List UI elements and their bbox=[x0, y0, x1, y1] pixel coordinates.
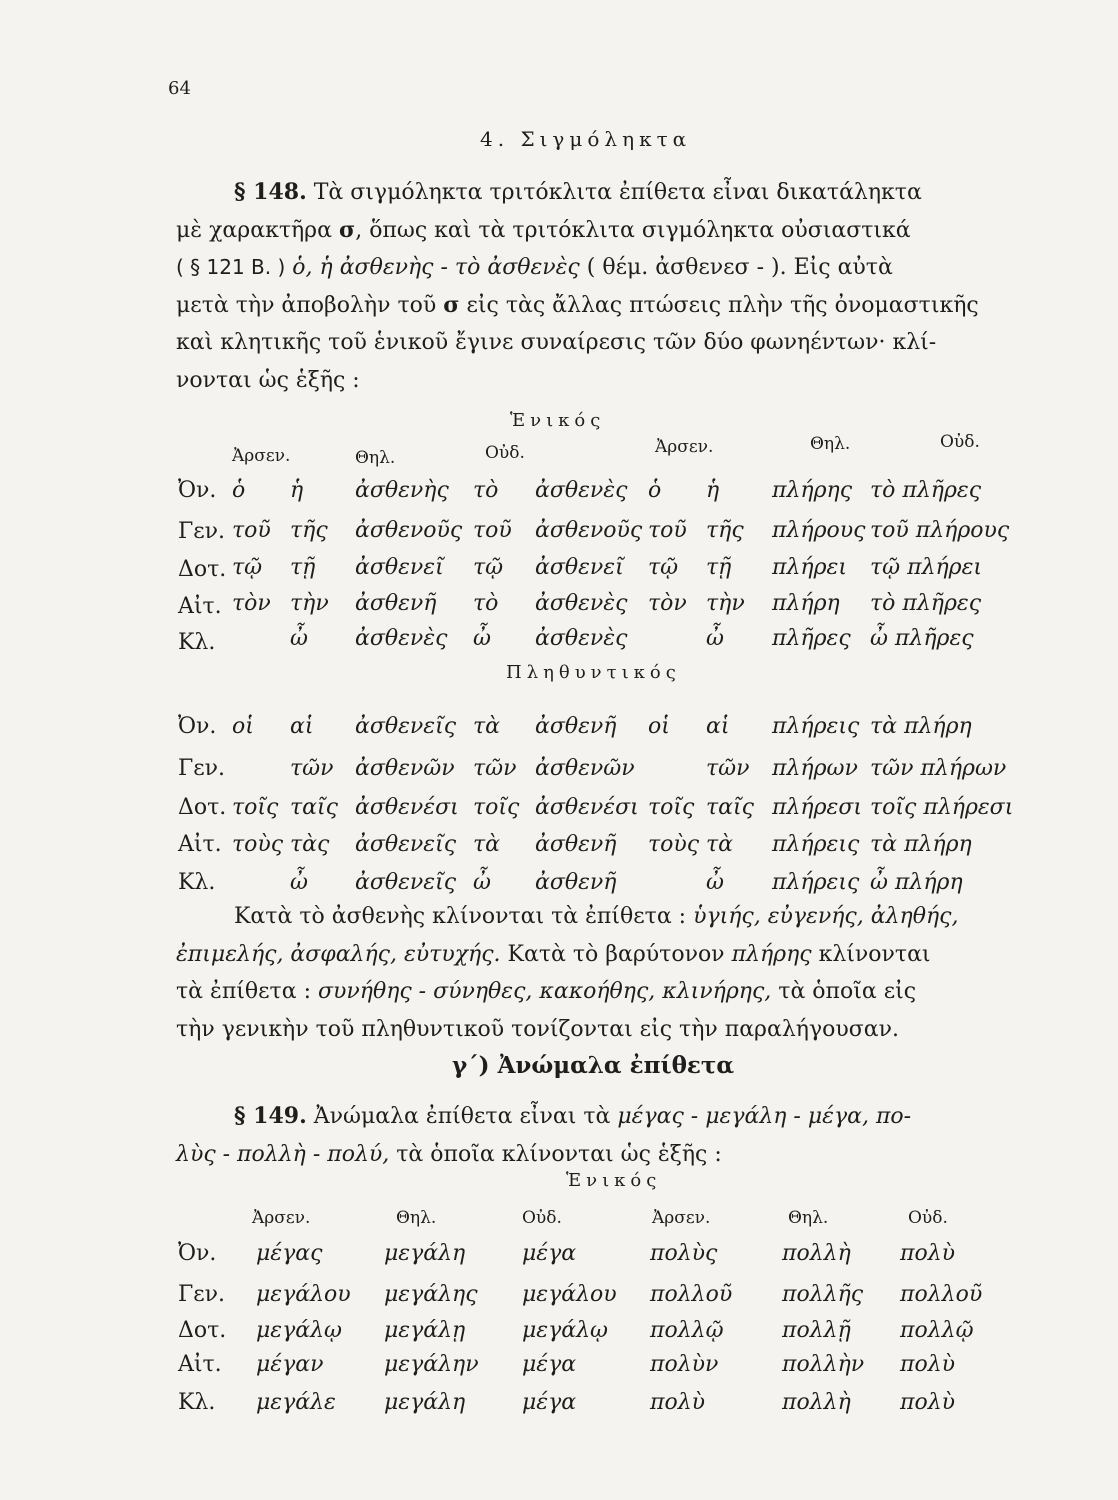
table-cell: ἀσθενοῦς bbox=[355, 518, 463, 543]
sigma-symbol: σ bbox=[443, 291, 460, 318]
table-cell: τὸ πλῆρες bbox=[870, 591, 982, 616]
gender-header: Ἀρσεν. bbox=[652, 1208, 711, 1228]
table-cell: πλήρει bbox=[772, 555, 847, 580]
table-cell: πολὺς bbox=[650, 1241, 718, 1266]
text-run: Τὰ σιγμόληκτα τριτόκλιτα ἐπίθετα εἶναι δικατάληκτα bbox=[313, 180, 922, 205]
paragraph-line bbox=[176, 973, 1032, 1011]
case-label: Ὀν. bbox=[178, 478, 217, 503]
table-cell: τὴν bbox=[706, 591, 745, 616]
table-cell: τῶν bbox=[706, 756, 750, 781]
paragraph-line bbox=[176, 1098, 1032, 1136]
table-cell: τῇ bbox=[290, 555, 316, 580]
case-label: Κλ. bbox=[178, 870, 216, 895]
gender-header: Θηλ. bbox=[788, 1208, 829, 1228]
table-cell: πολὺν bbox=[650, 1352, 719, 1377]
case-label: Κλ. bbox=[178, 1390, 216, 1415]
paragraph-149 bbox=[176, 1098, 1032, 1173]
table-cell: πολλῇ bbox=[782, 1318, 851, 1343]
gender-header: Ἀρσεν. bbox=[232, 446, 291, 466]
text-run: Κατὰ τὸ βαρύτονον bbox=[507, 941, 725, 967]
paragraph-asthenes-note bbox=[176, 898, 1032, 1048]
table-cell: ἀσθενὲς bbox=[535, 626, 628, 651]
table-cell: ὦ bbox=[706, 870, 724, 895]
table-cell: τῶν bbox=[473, 756, 517, 781]
table-cell: πλήρεσι bbox=[772, 795, 862, 820]
table-cell: τὰ bbox=[706, 832, 734, 857]
case-label: Δοτ. bbox=[178, 1318, 227, 1343]
table-cell: αἱ bbox=[706, 714, 730, 739]
gender-header: Ἀρσεν. bbox=[252, 1208, 311, 1228]
case-label: Αἰτ. bbox=[178, 1352, 222, 1377]
paragraph-line bbox=[176, 1136, 1032, 1174]
gender-header: Οὐδ. bbox=[522, 1208, 562, 1228]
table-cell: μεγάλην bbox=[384, 1352, 479, 1377]
table-cell: τὸ bbox=[473, 478, 499, 503]
table-cell: ὦ πλῆρες bbox=[870, 626, 974, 651]
table-cell: τὰς bbox=[290, 832, 330, 857]
case-label: Γεν. bbox=[178, 756, 226, 781]
case-label: Ὀν. bbox=[178, 714, 217, 739]
section-title: 4. Σιγμόληκτα bbox=[480, 127, 692, 151]
page-number: 64 bbox=[168, 78, 191, 99]
table-cell: μεγάλῳ bbox=[522, 1318, 608, 1343]
table-cell: τὰ πλήρη bbox=[870, 832, 972, 857]
table-cell: ὦ bbox=[473, 870, 491, 895]
text-run: Κατὰ τὸ bbox=[234, 904, 325, 929]
table-cell: μεγάλε bbox=[256, 1390, 336, 1415]
table-cell: πλήρους bbox=[772, 518, 866, 543]
table-cell: τὴν bbox=[290, 591, 329, 616]
example-list: ὑγιής, εὐγενής, ἀληθής, bbox=[693, 904, 959, 929]
table-cell: πολλοῦ bbox=[650, 1282, 733, 1307]
text-run: τὰ ἐπίθετα : bbox=[176, 979, 311, 1004]
table-cell: ἀσθενέσι bbox=[355, 795, 459, 820]
example-word: ὁ, ἡ ἀσθενὴς - τὸ ἀσθενὲς bbox=[292, 255, 580, 280]
table-cell: ἀσθενεῖ bbox=[535, 555, 624, 580]
table-cell: τὰ πλήρη bbox=[870, 714, 972, 739]
table-cell: μέγα bbox=[522, 1390, 577, 1415]
table-cell: ἀσθενοῦς bbox=[535, 518, 643, 543]
paragraph-line bbox=[176, 936, 1032, 974]
table-cell: ὁ bbox=[648, 478, 662, 503]
table-cell: μεγάλου bbox=[522, 1282, 617, 1307]
table-cell: μεγάλῃ bbox=[384, 1318, 466, 1343]
table-cell: ὦ πλήρη bbox=[870, 870, 963, 895]
example-word: λὺς - πολλὴ - πολύ, bbox=[176, 1141, 390, 1167]
text-run: μετὰ τὴν ἀποβολὴν τοῦ bbox=[176, 292, 437, 318]
table-cell: τὰ bbox=[473, 832, 501, 857]
case-label: Γεν. bbox=[178, 1282, 226, 1307]
table-cell: ταῖς bbox=[290, 795, 338, 820]
text-run: ἀσθενὴς bbox=[331, 904, 426, 929]
table-cell: πολλῆς bbox=[782, 1282, 864, 1307]
table-cell: ὦ bbox=[706, 626, 724, 651]
table-cell: πλήρεις bbox=[772, 870, 860, 895]
table-cell: ἡ bbox=[290, 478, 304, 503]
table-cell: μεγάλου bbox=[256, 1282, 351, 1307]
table-cell: τοῖς bbox=[473, 795, 520, 820]
table-cell: αἱ bbox=[290, 714, 314, 739]
table1-plural-label: Πληθυντικός bbox=[506, 662, 681, 683]
table-cell: ἀσθενῆ bbox=[535, 714, 617, 739]
gender-header: Οὐδ. bbox=[940, 432, 980, 452]
text-run: κλίνονται τὰ ἐπίθετα : bbox=[432, 904, 687, 929]
sigma-symbol: σ bbox=[338, 216, 356, 243]
table-cell: πολλοῦ bbox=[900, 1282, 983, 1307]
table-cell: τῷ bbox=[232, 555, 263, 580]
text-run: , ὅπως καὶ τὰ τριτόκλιτα σιγμόληκτα οὐσιαστικά bbox=[355, 217, 911, 243]
table-cell: πλήρεις bbox=[772, 832, 860, 857]
gender-header: Θηλ. bbox=[355, 448, 396, 468]
table-cell: πολὺ bbox=[650, 1390, 706, 1415]
table-cell: ἀσθενὲς bbox=[355, 626, 448, 651]
table-cell: μέγαν bbox=[256, 1352, 324, 1377]
case-label: Αἰτ. bbox=[178, 594, 222, 619]
paragraph-line: νονται ὡς ἑξῆς : bbox=[176, 367, 360, 393]
table-cell: ἀσθενῶν bbox=[535, 756, 635, 781]
table-cell: τοῦ bbox=[232, 518, 271, 543]
text-run: τὰ ὁποῖα εἰς bbox=[778, 979, 917, 1004]
paragraph-line: καὶ κλητικῆς τοῦ ἑνικοῦ ἔγινε συναίρεσις τῶν δύο φωνηέντων· κλί- bbox=[176, 330, 937, 355]
table-cell: ἀσθενεῖ bbox=[355, 555, 444, 580]
table-cell: μεγάλῳ bbox=[256, 1318, 342, 1343]
table-cell: τὸ bbox=[473, 591, 499, 616]
table-cell: τοῦ bbox=[648, 518, 687, 543]
table-cell: πολλὴ bbox=[782, 1390, 851, 1415]
text-run: κλίνονται bbox=[818, 941, 931, 967]
subsection-title: γ΄) Ἀνώμαλα ἐπίθετα bbox=[452, 1052, 735, 1079]
case-label: Δοτ. bbox=[178, 557, 227, 582]
table-cell: τῶν πλήρων bbox=[870, 756, 1007, 781]
table-cell: ἀσθενεῖς bbox=[355, 832, 457, 857]
table-cell: ὦ bbox=[290, 626, 308, 651]
case-label: Ὀν. bbox=[178, 1241, 217, 1266]
table-cell: μεγάλη bbox=[384, 1241, 466, 1266]
table-cell: ἡ bbox=[706, 478, 720, 503]
paragraph-line bbox=[176, 287, 1032, 325]
table-cell: μεγάλη bbox=[384, 1390, 466, 1415]
table-cell: ἀσθενῆ bbox=[535, 870, 617, 895]
table-cell: μέγα bbox=[522, 1241, 577, 1266]
example-word: μέγας - μεγάλη - μέγα, πο- bbox=[617, 1104, 912, 1129]
table-cell: πολλῷ bbox=[900, 1318, 974, 1343]
table-cell: ἀσθενῆ bbox=[535, 832, 617, 857]
text-run: τὰ ὁποῖα κλίνονται ὡς ἑξῆς : bbox=[396, 1141, 722, 1167]
table-cell: ἀσθενὲς bbox=[535, 478, 628, 503]
paragraph-line bbox=[176, 249, 1032, 287]
text-run: ( θέμ. ἀσθενεσ - ). Εἰς αὐτὰ bbox=[586, 255, 893, 280]
cross-reference: ( § 121 Β. ) bbox=[176, 255, 286, 279]
table-cell: τῶν bbox=[290, 756, 334, 781]
table-cell: τοὺς bbox=[648, 832, 700, 857]
table-cell: πολὺ bbox=[900, 1352, 956, 1377]
table-cell: ἀσθενεῖς bbox=[355, 870, 457, 895]
table-cell: πλῆρες bbox=[772, 626, 851, 651]
table-cell: πολὺ bbox=[900, 1241, 956, 1266]
table-cell: οἱ bbox=[648, 714, 670, 739]
table-cell: ταῖς bbox=[706, 795, 754, 820]
gender-header: Ἀρσεν. bbox=[655, 437, 714, 457]
gender-header: Οὐδ. bbox=[485, 443, 525, 463]
gender-header: Οὐδ. bbox=[908, 1208, 948, 1228]
table-cell: ἀσθενεῖς bbox=[355, 714, 457, 739]
table-cell: πολλῷ bbox=[650, 1318, 724, 1343]
case-label: Αἰτ. bbox=[178, 832, 222, 857]
table-cell: τοῖς bbox=[648, 795, 695, 820]
table-cell: μεγάλης bbox=[384, 1282, 478, 1307]
table-cell: πολὺ bbox=[900, 1390, 956, 1415]
table1-singular-label: Ἑνικός bbox=[510, 410, 606, 431]
example-list: ἐπιμελής, ἀσφαλής, εὐτυχής. bbox=[176, 941, 501, 967]
text-run: εἰς τὰς ἄλλας πτώσεις πλὴν τῆς ὀνομαστικῆς bbox=[466, 292, 979, 318]
section-number: § 148. bbox=[234, 179, 307, 205]
table-cell: τῷ bbox=[473, 555, 504, 580]
table-cell: πολλὴν bbox=[782, 1352, 865, 1377]
table-cell: τοῖς bbox=[232, 795, 279, 820]
table-cell: τοὺς bbox=[232, 832, 284, 857]
section-number: § 149. bbox=[234, 1103, 307, 1129]
table-cell: ἀσθενῶν bbox=[355, 756, 455, 781]
gender-header: Θηλ. bbox=[810, 434, 851, 454]
table-cell: πλήρης bbox=[772, 478, 853, 503]
table-cell: ὦ bbox=[290, 870, 308, 895]
table-cell: ἀσθενὲς bbox=[535, 591, 628, 616]
table-cell: ἀσθενῆ bbox=[355, 591, 437, 616]
table-cell: ἀσθενέσι bbox=[535, 795, 639, 820]
paragraph-148 bbox=[176, 174, 1032, 399]
table2-singular-label: Ἑνικός bbox=[566, 1170, 662, 1191]
table-cell: ἀσθενὴς bbox=[355, 478, 449, 503]
table-cell: πλήρεις bbox=[772, 714, 860, 739]
table-cell: τῷ bbox=[648, 555, 679, 580]
case-label: Κλ. bbox=[178, 630, 216, 655]
text-run: μὲ χαρακτῆρα bbox=[176, 217, 332, 243]
table-cell: τῆς bbox=[706, 518, 744, 543]
table-cell: μέγα bbox=[522, 1352, 577, 1377]
table-cell: τὸν bbox=[648, 591, 687, 616]
table-cell: οἱ bbox=[232, 714, 254, 739]
table-cell: ὦ bbox=[473, 626, 491, 651]
case-label: Δοτ. bbox=[178, 795, 227, 820]
paragraph-line bbox=[176, 898, 1032, 936]
table-cell: τὸ πλῆρες bbox=[870, 478, 982, 503]
table-cell: τοῦ πλήρους bbox=[870, 518, 1010, 543]
table-cell: τὸν bbox=[232, 591, 271, 616]
example-word: πλήρης bbox=[731, 941, 812, 967]
example-list: συνήθης - σύνηθες, κακοήθης, κλινήρης, bbox=[318, 979, 772, 1004]
text-run: Ἀνώμαλα ἐπίθετα εἶναι τὰ bbox=[313, 1104, 611, 1129]
table-cell: τῆς bbox=[290, 518, 328, 543]
table-cell: τὰ bbox=[473, 714, 501, 739]
paragraph-line bbox=[176, 212, 1032, 250]
table-cell: ὁ bbox=[232, 478, 246, 503]
gender-header: Θηλ. bbox=[396, 1208, 437, 1228]
table-cell: τῷ πλήρει bbox=[870, 555, 983, 580]
table-cell: τῇ bbox=[706, 555, 732, 580]
table-cell: μέγας bbox=[256, 1241, 323, 1266]
paragraph-line: τὴν γενικὴν τοῦ πληθυντικοῦ τονίζονται εἰς τὴν παραλήγουσαν. bbox=[176, 1016, 899, 1042]
paragraph-line bbox=[176, 174, 1032, 212]
table-cell: πολλὴ bbox=[782, 1241, 851, 1266]
case-label: Γεν. bbox=[178, 519, 226, 544]
table-cell: πλήρων bbox=[772, 756, 858, 781]
table-cell: τοῖς πλήρεσι bbox=[870, 795, 1014, 820]
table-cell: τοῦ bbox=[473, 518, 512, 543]
table-cell: πλήρη bbox=[772, 591, 840, 616]
